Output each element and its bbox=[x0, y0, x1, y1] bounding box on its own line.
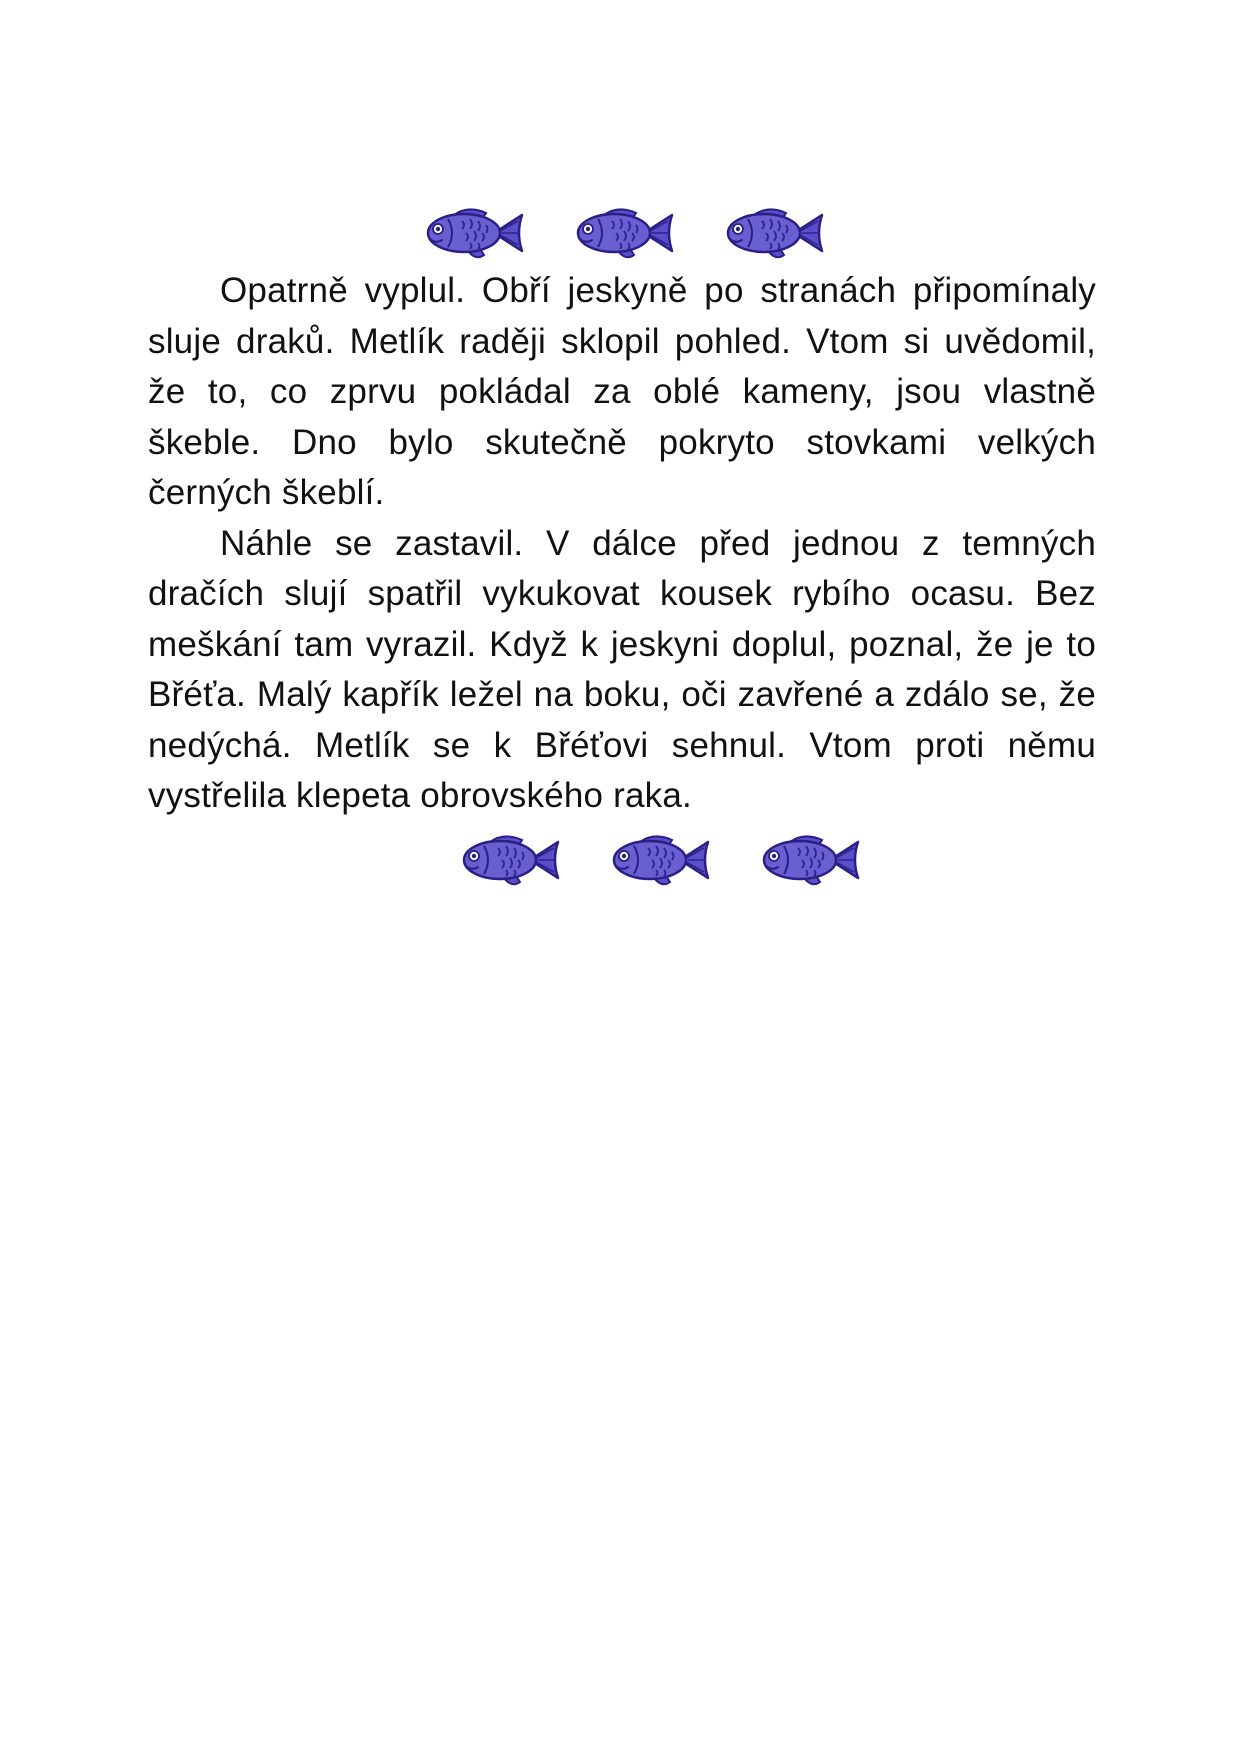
bottom-fish-decoration bbox=[460, 830, 862, 890]
story-text bbox=[148, 266, 1096, 822]
fish-icon bbox=[610, 830, 712, 890]
paragraph-1: Opatrně vyplul. Obří jeskyně po stranách připomínaly sluje draků. Metlík raději sklopil pohled. Vtom si uvědomil, že to, co zprvu pokládal za oblé kameny, jsou vlastně škeble. Dno bylo skutečně pokryto stovkami velkých černých škeblí. bbox=[148, 271, 1096, 512]
fish-icon bbox=[724, 203, 826, 263]
top-fish-decoration bbox=[424, 203, 826, 263]
fish-icon bbox=[574, 203, 676, 263]
fish-icon bbox=[460, 830, 562, 890]
fish-icon bbox=[424, 203, 526, 263]
fish-icon bbox=[760, 830, 862, 890]
paragraph-2: Náhle se zastavil. V dálce před jednou z temných dračích slují spatřil vykukovat kousek rybího ocasu. Bez meškání tam vyrazil. Když k jeskyni doplul, poznal, že je to Břéťa. Malý kapřík ležel na boku, oči zavřené a zdálo se, že nedýchá. Metlík se k Břéťovi sehnul. Vtom proti němu vystřelila klepeta obrovského raka. bbox=[148, 523, 1096, 815]
